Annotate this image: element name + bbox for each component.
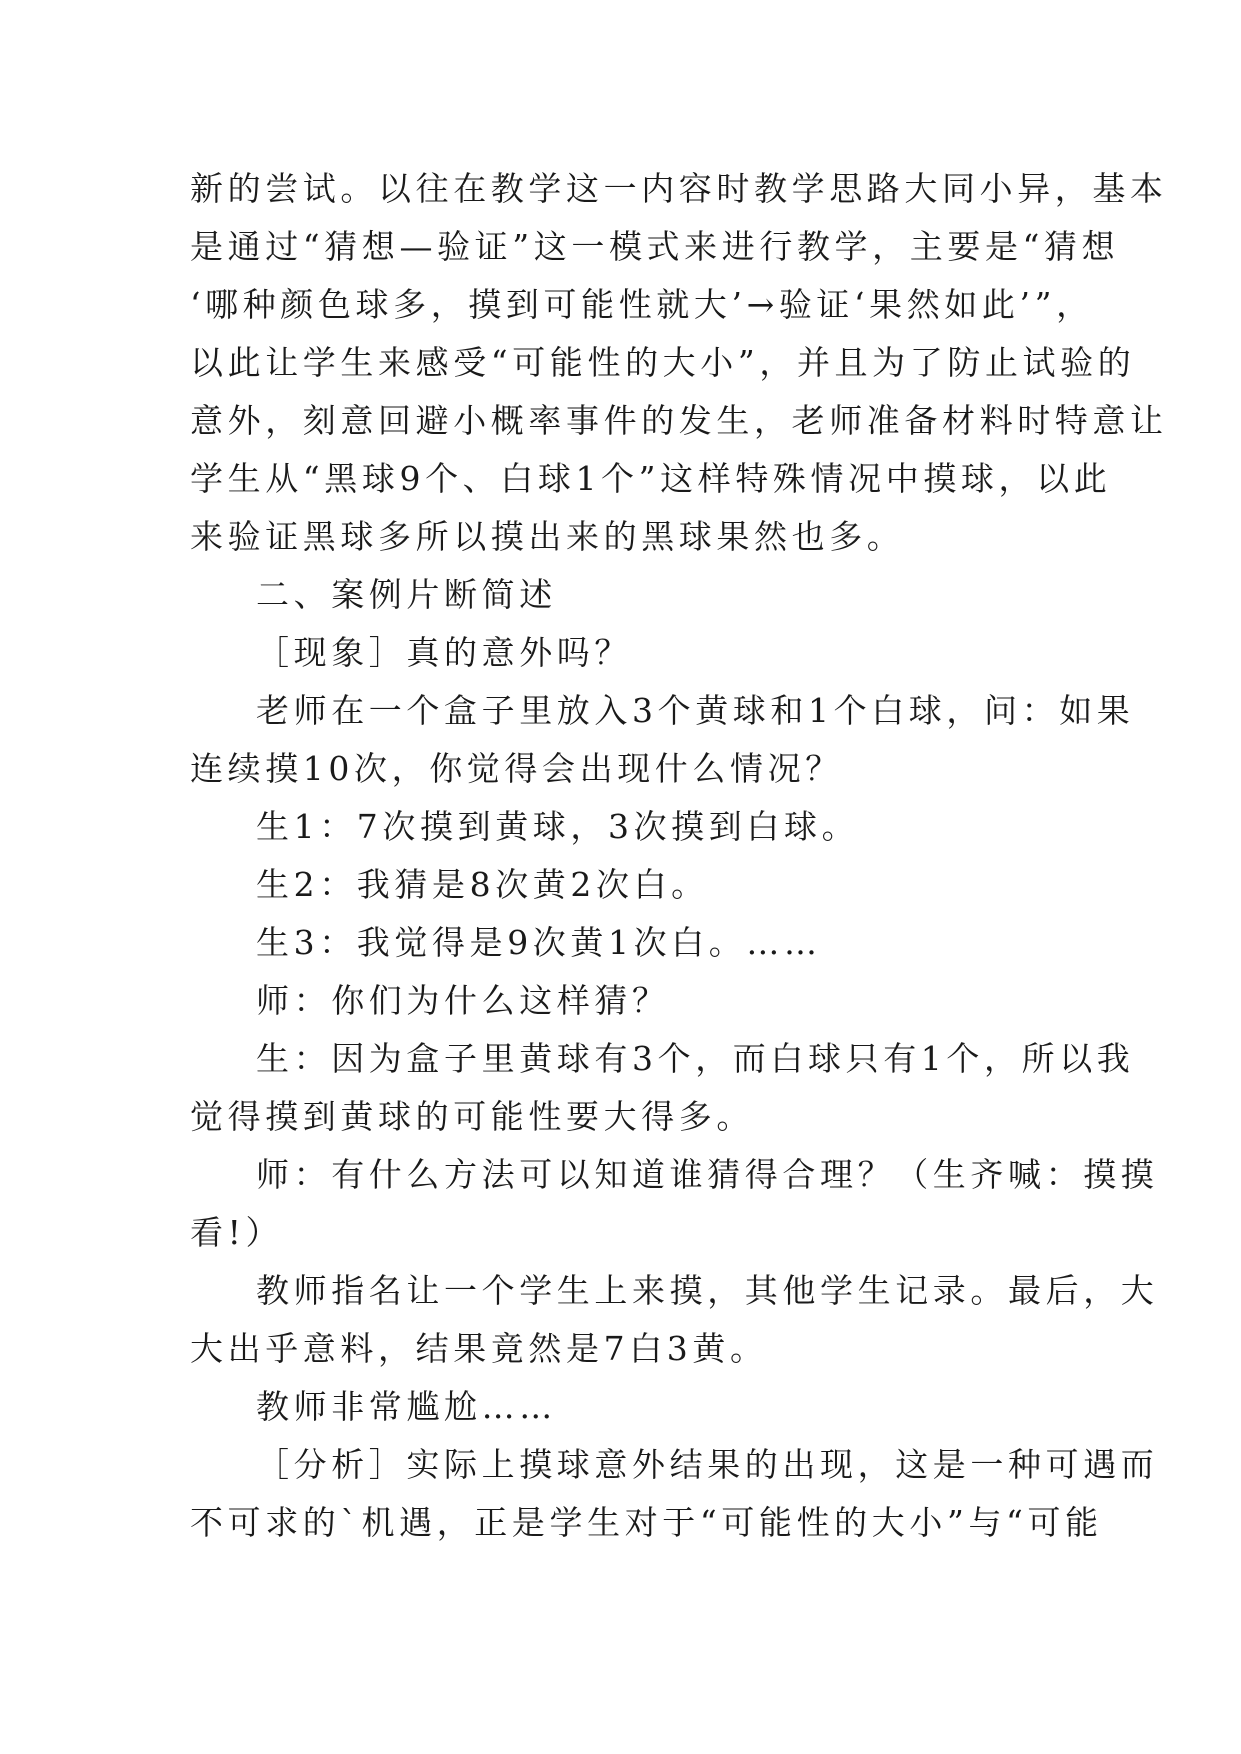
text-line: 是通过“猜想—验证”这一模式来进行教学，主要是“猜想 <box>190 227 1120 266</box>
text-line: 看!） <box>190 1213 284 1252</box>
text-line: 老师在一个盒子里放入3个黄球和1个白球，问：如果 <box>256 691 1135 730</box>
text-line: 不可求的`机遇，正是学生对于“可能性的大小”与“可能 <box>190 1503 1103 1542</box>
text-line: 觉得摸到黄球的可能性要大得多。 <box>190 1097 754 1136</box>
section-heading: 二、案例片断简述 <box>256 575 557 614</box>
text-line: 连续摸10次，你觉得会出现什么情况？ <box>190 749 843 788</box>
dialogue-line: 生2：我猜是8次黄2次白。 <box>256 865 709 904</box>
text-line: 以此让学生来感受“可能性的大小”，并且为了防止试验的 <box>190 343 1136 382</box>
dialogue-line: 师：你们为什么这样猜？ <box>256 981 670 1020</box>
text-line: 大出乎意料，结果竟然是7白3黄。 <box>190 1329 768 1368</box>
subsection-heading: ［分析］实际上摸球意外结果的出现，这是一种可遇而 <box>256 1445 1159 1484</box>
text-line: 教师指名让一个学生上来摸，其他学生记录。最后，大 <box>256 1271 1159 1310</box>
dialogue-line: 生：因为盒子里黄球有3个，而白球只有1个，所以我 <box>256 1039 1135 1078</box>
text-line: 意外，刻意回避小概率事件的发生，老师准备材料时特意让 <box>190 401 1168 440</box>
text-line: ‘哪种颜色球多，摸到可能性就大’→验证‘果然如此’”， <box>190 285 1094 324</box>
text-line: 新的尝试。以往在教学这一内容时教学思路大同小异，基本 <box>190 169 1168 208</box>
dialogue-line: 生1：7次摸到黄球，3次摸到白球。 <box>256 807 860 846</box>
dialogue-line: 生3：我觉得是9次黄1次白。…… <box>256 923 822 962</box>
text-line: 教师非常尴尬…… <box>256 1387 557 1426</box>
subsection-heading: ［现象］真的意外吗？ <box>256 633 632 672</box>
document-body <box>190 160 1168 1552</box>
dialogue-line: 师：有什么方法可以知道谁猜得合理？（生齐喊：摸摸 <box>256 1155 1159 1194</box>
text-line: 学生从“黑球9个、白球1个”这样特殊情况中摸球，以此 <box>190 459 1112 498</box>
text-line: 来验证黑球多所以摸出来的黑球果然也多。 <box>190 517 905 556</box>
